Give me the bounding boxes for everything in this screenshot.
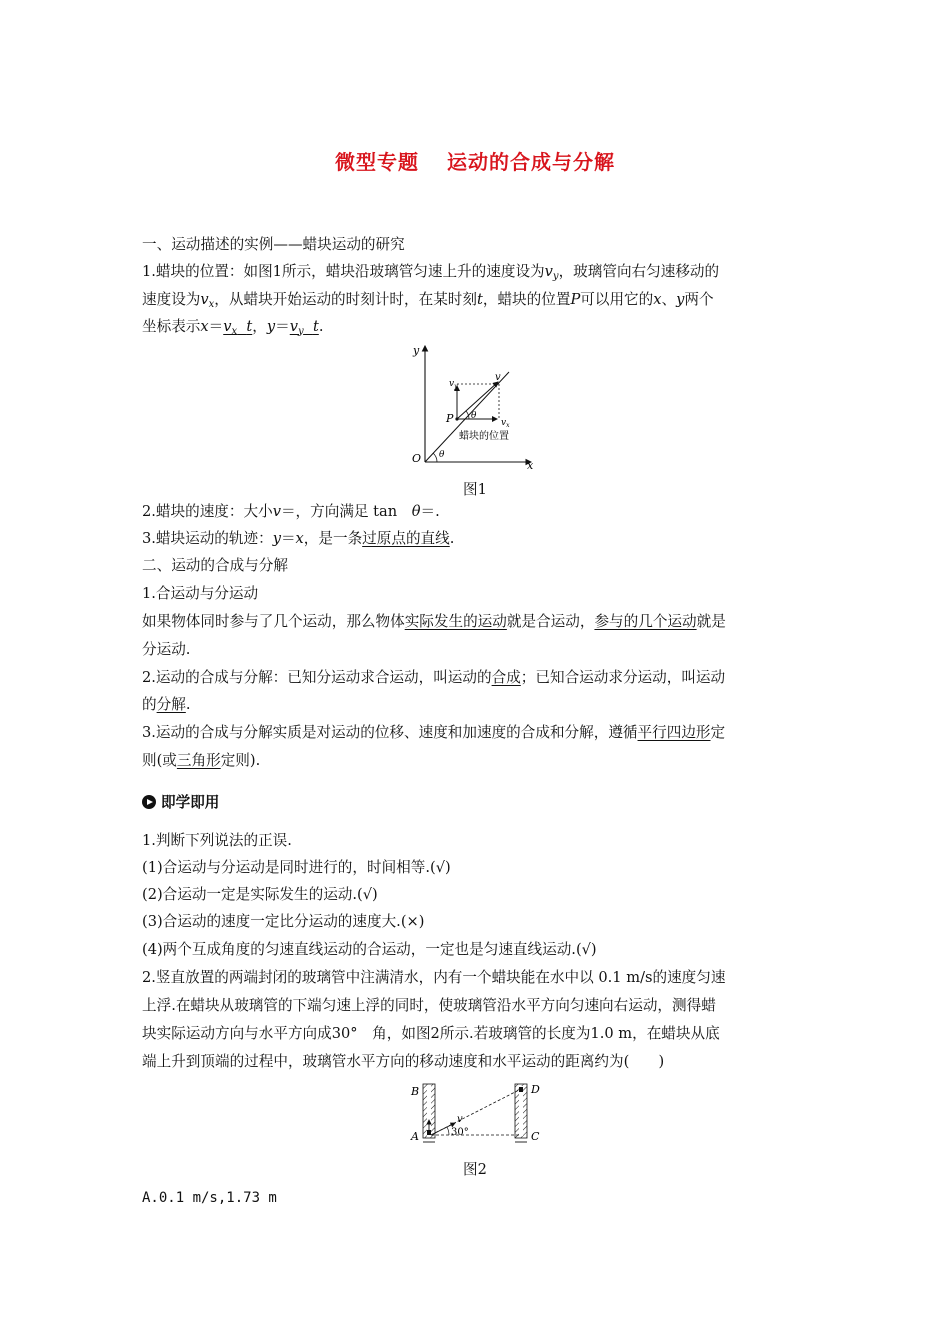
label-c: C [531, 1130, 540, 1143]
v-arrow [457, 382, 498, 419]
q1-item-2: (2)合运动一定是实际发生的运动.(√) [142, 886, 378, 903]
title-part1: 微型专题 [335, 150, 419, 174]
q2-line2: 上浮.在蜡块从玻璃管的下端匀速上浮的同时，使玻璃管沿水平方向匀速向右运动，测得蜡 [142, 997, 716, 1014]
q2-line4: 端上升到顶端的过程中，玻璃管水平方向的移动速度和水平运动的距离约为( ) [142, 1053, 665, 1070]
label-d: D [531, 1083, 540, 1096]
section1-p2: 2.蜡块的速度：大小v＝，方向满足 tan θ＝. [142, 503, 440, 520]
label-theta-o: θ [439, 450, 445, 460]
answer-blank-y: $v_y$ t [289, 318, 319, 337]
section1-p1-line2: 速度设为$v_x$，从蜡块开始运动的时刻计时，在某时刻t，蜡块的位置P可以用它的x、y两个 [142, 291, 714, 310]
answer-blank-x: $v_x$ t [223, 318, 253, 337]
tube-right-bore [519, 1086, 523, 1136]
label-b: B [411, 1085, 420, 1098]
q1-item-3: (3)合运动的速度一定比分运动的速度大.(×) [142, 913, 425, 930]
section2-s2-line1: 2.运动的合成与分解：已知分运动求合运动，叫运动的合成；已知合运动求分运动，叫运动 [142, 669, 726, 686]
section2-s1-line1: 如果物体同时参与了几个运动，那么物体实际发生的运动就是合运动，参与的几个运动就是 [142, 613, 726, 630]
section2-s1-line2: 分运动. [142, 641, 191, 658]
figure-2-caption: 图2 [463, 1161, 487, 1178]
figure-1 [405, 340, 545, 472]
label-p: P [446, 412, 454, 425]
section2-s2-line2: 的分解. [142, 696, 191, 713]
practice-heading: 即学即用 [142, 793, 219, 813]
point-p [455, 417, 458, 420]
angle-arc [447, 1127, 449, 1135]
q1-item-4: (4)两个互成角度的匀速直线运动的合运动，一定也是匀速直线运动.(√) [142, 941, 597, 958]
label-v-2: v [457, 1114, 463, 1125]
label-v: v [495, 372, 501, 383]
q1-stem: 1.判断下列说法的正误. [142, 832, 292, 849]
label-y: y [413, 344, 420, 357]
figure-1-caption: 图1 [463, 481, 487, 498]
label-a: A [411, 1130, 419, 1143]
section2-s1-title: 1.合运动与分运动 [142, 585, 259, 602]
label-30-degrees: 30° [451, 1127, 469, 1138]
section2-s3-line2: 则(或三角形定则). [142, 752, 261, 769]
play-circle-icon [142, 795, 156, 809]
section1-heading: 一、运动描述的实例——蜡块运动的研究 [142, 236, 405, 253]
theta-arc-origin [433, 453, 437, 462]
section1-p1-line1: 1.蜡块的位置：如图1所示，蜡块沿玻璃管匀速上升的速度设为$v_y$，玻璃管向右匀速移动的 [142, 263, 720, 282]
title-part2: 运动的合成与分解 [447, 150, 615, 174]
label-vx: $v_x$ [501, 418, 510, 429]
section1-p3: 3.蜡块运动的轨迹：y＝x，是一条过原点的直线. [142, 530, 455, 547]
q1-item-1: (1)合运动与分运动是同时进行的，时间相等.(√) [142, 859, 451, 876]
label-theta-p: θ [471, 411, 477, 421]
wax-block-a [427, 1130, 431, 1135]
section2-s3-line1: 3.运动的合成与分解实质是对运动的位移、速度和加速度的合成和分解，遵循平行四边形定 [142, 724, 726, 741]
option-a: A.0.1 m/s,1.73 m [142, 1190, 277, 1206]
figure-2 [405, 1078, 545, 1152]
trajectory-line [425, 372, 509, 462]
label-vy: $v_y$ [449, 379, 458, 390]
label-wax-position: 蜡块的位置 [459, 431, 509, 442]
section1-p1-line3: 坐标表示$x=v_x$ t，$y=v_y$ t. [142, 318, 324, 337]
q2-line1: 2.竖直放置的两端封闭的玻璃管中注满清水，内有一个蜡块能在水中以 0.1 m/s的速度匀速 [142, 969, 726, 986]
section2-heading: 二、运动的合成与分解 [142, 557, 288, 574]
label-o: O [412, 452, 422, 465]
q2-line3: 块实际运动方向与水平方向成30° 角，如图2所示.若玻璃管的长度为1.0 m，在蜡块从底 [142, 1025, 720, 1042]
page-title [0, 146, 950, 175]
label-x: x [527, 459, 534, 472]
wax-block-d [519, 1087, 523, 1092]
